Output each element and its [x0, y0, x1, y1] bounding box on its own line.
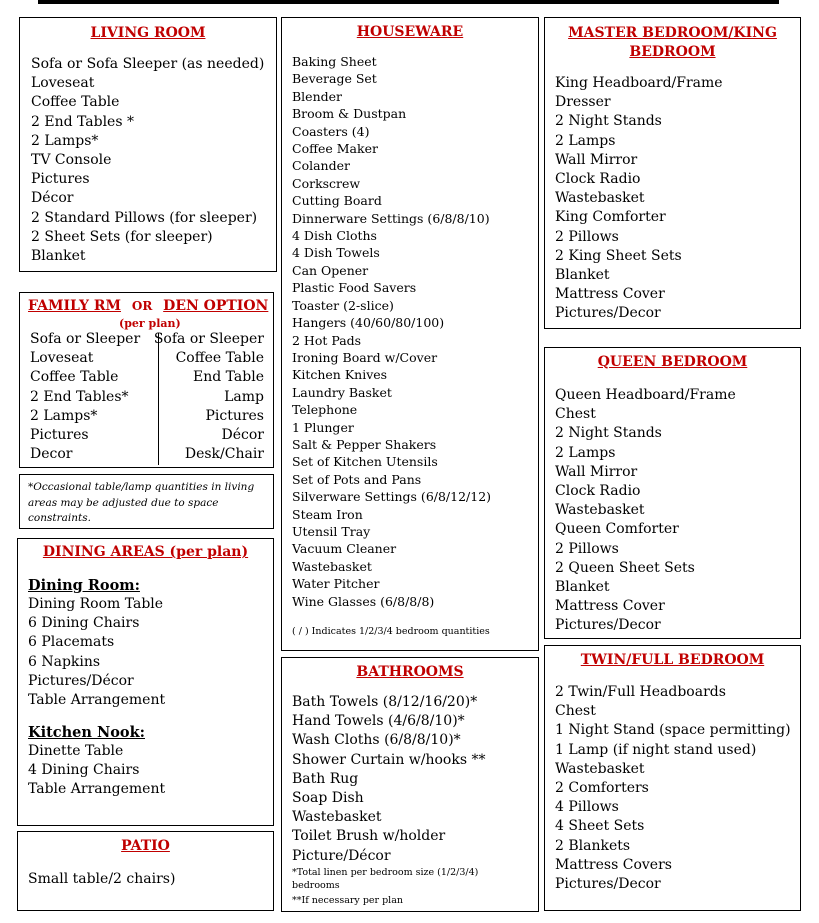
list-item: 2 Pillows [555, 228, 619, 245]
list-item: Wastebasket [292, 558, 372, 574]
list-item: 2 Lamps* [31, 132, 99, 149]
den-option-label: DEN OPTION [163, 298, 269, 314]
list-item: Wastebasket [555, 502, 645, 519]
list-item: Silverware Settings (6/8/12/12) [292, 489, 492, 505]
master-bedroom-box [544, 17, 801, 329]
list-item: End Table [193, 369, 264, 386]
list-item: Pictures/Decor [555, 617, 661, 634]
list-item: Can Opener [292, 262, 369, 278]
bathrooms-title: BATHROOMS [356, 664, 464, 680]
list-item: Loveseat [31, 75, 95, 92]
twin-bedroom-list [555, 683, 791, 894]
list-item: Mattress Cover [555, 286, 665, 303]
family-room-list [30, 330, 140, 464]
list-item: Hangers (40/60/80/100) [292, 315, 445, 331]
family-den-title [28, 297, 268, 316]
bathrooms-note-2: **If necessary per plan [292, 895, 403, 906]
list-item: Dinette Table [28, 743, 124, 759]
list-item: 2 Lamps [555, 444, 616, 461]
houseware-list [292, 53, 491, 610]
list-item: Wall Mirror [555, 151, 638, 168]
list-item: Table Arrangement [28, 692, 166, 709]
patio-list [28, 870, 175, 889]
list-item: 2 Blankets [555, 837, 631, 854]
list-item: Pictures/Decor [555, 305, 661, 322]
list-item: Pictures [205, 407, 264, 424]
list-item: Blanket [555, 267, 610, 284]
list-item: Telephone [292, 402, 358, 418]
list-item: Beverage Set [292, 71, 377, 87]
list-item: 2 Lamps* [30, 407, 98, 424]
list-item: TV Console [31, 152, 112, 169]
list-item: 2 Pillows [555, 540, 619, 557]
list-item: Queen Headboard/Frame [555, 387, 736, 403]
list-item: 4 Dining Chairs [28, 762, 140, 779]
den-option-list [154, 330, 264, 464]
list-item: Set of Pots and Pans [292, 471, 422, 487]
list-item: Soap Dish [292, 790, 364, 807]
list-item: Coffee Table [175, 350, 264, 367]
list-item: Colander [292, 158, 350, 174]
list-item: Kitchen Knives [292, 367, 388, 383]
list-item: Sofa or Sofa Sleeper (as needed) [31, 56, 265, 72]
list-item: Set of Kitchen Utensils [292, 454, 438, 470]
list-item: Vacuum Cleaner [292, 541, 397, 557]
list-item: Coffee Table [31, 94, 120, 111]
list-item: Chest [555, 406, 596, 423]
list-item: Wall Mirror [555, 463, 638, 480]
queen-bedroom-title: QUEEN BEDROOM [597, 354, 748, 370]
list-item: Toaster (2-slice) [292, 297, 394, 313]
list-item: Sofa or Sleeper [30, 331, 141, 347]
list-item: Chest [555, 703, 596, 720]
list-item: Mattress Covers [555, 856, 672, 873]
occasional-note-box [19, 474, 274, 529]
twin-bedroom-title: TWIN/FULL BEDROOM [580, 652, 765, 668]
list-item: 6 Dining Chairs [28, 615, 140, 632]
list-item: Queen Comforter [555, 521, 679, 538]
list-item: Toilet Brush w/holder [292, 828, 446, 845]
kitchen-nook-list [28, 742, 165, 800]
list-item: Mattress Cover [555, 598, 665, 615]
list-item: Decor [30, 446, 73, 463]
list-item: Sofa or Sleeper [153, 331, 264, 347]
patio-box [17, 831, 274, 911]
list-item: Small table/2 chairs) [28, 871, 176, 887]
list-item: Pictures [31, 171, 90, 188]
list-item: 2 Standard Pillows (for sleeper) [31, 209, 258, 226]
list-item: Wastebasket [292, 809, 382, 826]
list-item: Coffee Maker [292, 141, 378, 157]
list-item: Laundry Basket [292, 384, 392, 400]
list-item: Dining Room Table [28, 596, 164, 612]
top-rule [38, 0, 779, 4]
list-item: Coffee Table [30, 369, 119, 386]
list-item: Plastic Food Savers [292, 280, 417, 296]
list-item: Lamp [224, 388, 264, 405]
queen-bedroom-list [555, 386, 736, 636]
dining-title: DINING AREAS (per plan) [42, 544, 249, 560]
bathrooms-list [292, 693, 485, 866]
occasional-note: *Occasional table/lamp quantities in living areas may be adjusted due to space constraints. [28, 481, 255, 524]
list-item: Décor [31, 190, 74, 207]
list-item: 2 Sheet Sets (for sleeper) [31, 228, 213, 245]
houseware-note: ( / ) Indicates 1/2/3/4 bedroom quantities [292, 626, 490, 637]
list-item: 4 Dish Cloths [292, 228, 377, 244]
list-item: 2 Lamps [555, 132, 616, 149]
list-item: Dresser [555, 94, 611, 111]
list-item: Bath Towels (8/12/16/20)* [292, 694, 478, 710]
list-item: Wine Glasses (6/8/8/8) [292, 593, 435, 609]
living-room-list [31, 55, 264, 266]
list-item: 2 Hot Pads [292, 332, 362, 348]
list-item: 2 End Tables* [30, 388, 129, 405]
list-item: Blanket [555, 579, 610, 596]
twin-bedroom-box [544, 645, 801, 911]
list-item: Wash Cloths (6/8/8/10)* [292, 732, 461, 749]
or-label: OR [131, 299, 153, 313]
family-rm-label: FAMILY RM [28, 298, 121, 314]
kitchen-nook-heading: Kitchen Nook: [28, 724, 145, 741]
list-item: Clock Radio [555, 171, 641, 188]
list-item: 4 Sheet Sets [555, 818, 645, 835]
list-item: Ironing Board w/Cover [292, 349, 438, 365]
patio-title: PATIO [121, 838, 170, 854]
list-item: Picture/Décor [292, 847, 391, 864]
list-item: 6 Napkins [28, 653, 101, 670]
list-item: Blanket [31, 248, 86, 265]
list-item: 2 Night Stands [555, 425, 662, 442]
list-item: Décor [221, 427, 264, 444]
list-item: King Headboard/Frame [555, 75, 723, 91]
list-item: 4 Dish Towels [292, 245, 380, 261]
list-item: Pictures [30, 427, 89, 444]
list-item: Cutting Board [292, 193, 382, 209]
houseware-title: HOUSEWARE [356, 24, 464, 40]
houseware-box [281, 17, 539, 651]
list-item: Blender [292, 88, 343, 104]
dining-room-heading: Dining Room: [28, 577, 140, 594]
bathrooms-box [281, 657, 539, 912]
list-item: 2 Twin/Full Headboards [555, 684, 726, 700]
list-item: Steam Iron [292, 506, 363, 522]
list-item: 2 Queen Sheet Sets [555, 559, 695, 576]
list-item: 2 End Tables * [31, 113, 134, 130]
list-item: Clock Radio [555, 483, 641, 500]
list-item: 2 Night Stands [555, 113, 662, 130]
list-item: Coasters (4) [292, 123, 370, 139]
master-bedroom-title-2: BEDROOM [629, 44, 716, 60]
list-item: 1 Lamp (if night stand used) [555, 741, 757, 758]
dining-room-list [28, 595, 165, 710]
list-item: Shower Curtain w/hooks ** [292, 751, 486, 768]
list-item: Pictures/Decor [555, 876, 661, 893]
list-item: Desk/Chair [184, 446, 264, 463]
list-item: Table Arrangement [28, 781, 166, 798]
list-item: 2 King Sheet Sets [555, 247, 682, 264]
master-bedroom-title-1: MASTER BEDROOM/KING [568, 25, 777, 41]
list-item: Wastebasket [555, 760, 645, 777]
list-item: Bath Rug [292, 770, 359, 787]
list-item: Pictures/Décor [28, 672, 134, 689]
list-item: 6 Placemats [28, 634, 115, 651]
bathrooms-note-1: *Total linen per bedroom size (1/2/3/4) bedrooms [292, 867, 479, 891]
list-item: Hand Towels (4/6/8/10)* [292, 713, 465, 730]
master-bedroom-list [555, 74, 723, 324]
list-item: 1 Night Stand (space permitting) [555, 722, 791, 739]
list-item: 4 Pillows [555, 799, 619, 816]
family-den-subtitle: (per plan) [119, 317, 181, 330]
list-item: Water Pitcher [292, 576, 380, 592]
list-item: 1 Plunger [292, 419, 354, 435]
list-item: Loveseat [30, 350, 94, 367]
list-item: Baking Sheet [292, 54, 377, 69]
dining-box [17, 538, 274, 826]
list-item: 2 Comforters [555, 780, 649, 797]
list-item: Corkscrew [292, 175, 361, 191]
living-room-box [19, 17, 277, 272]
list-item: Broom & Dustpan [292, 106, 407, 122]
living-room-title: LIVING ROOM [90, 25, 206, 41]
list-item: King Comforter [555, 209, 666, 226]
list-item: Utensil Tray [292, 523, 371, 539]
queen-bedroom-box [544, 347, 801, 639]
family-den-box [19, 292, 274, 468]
list-item: Wastebasket [555, 190, 645, 207]
list-item: Dinnerware Settings (6/8/8/10) [292, 210, 490, 226]
list-item: Salt & Pepper Shakers [292, 436, 437, 452]
